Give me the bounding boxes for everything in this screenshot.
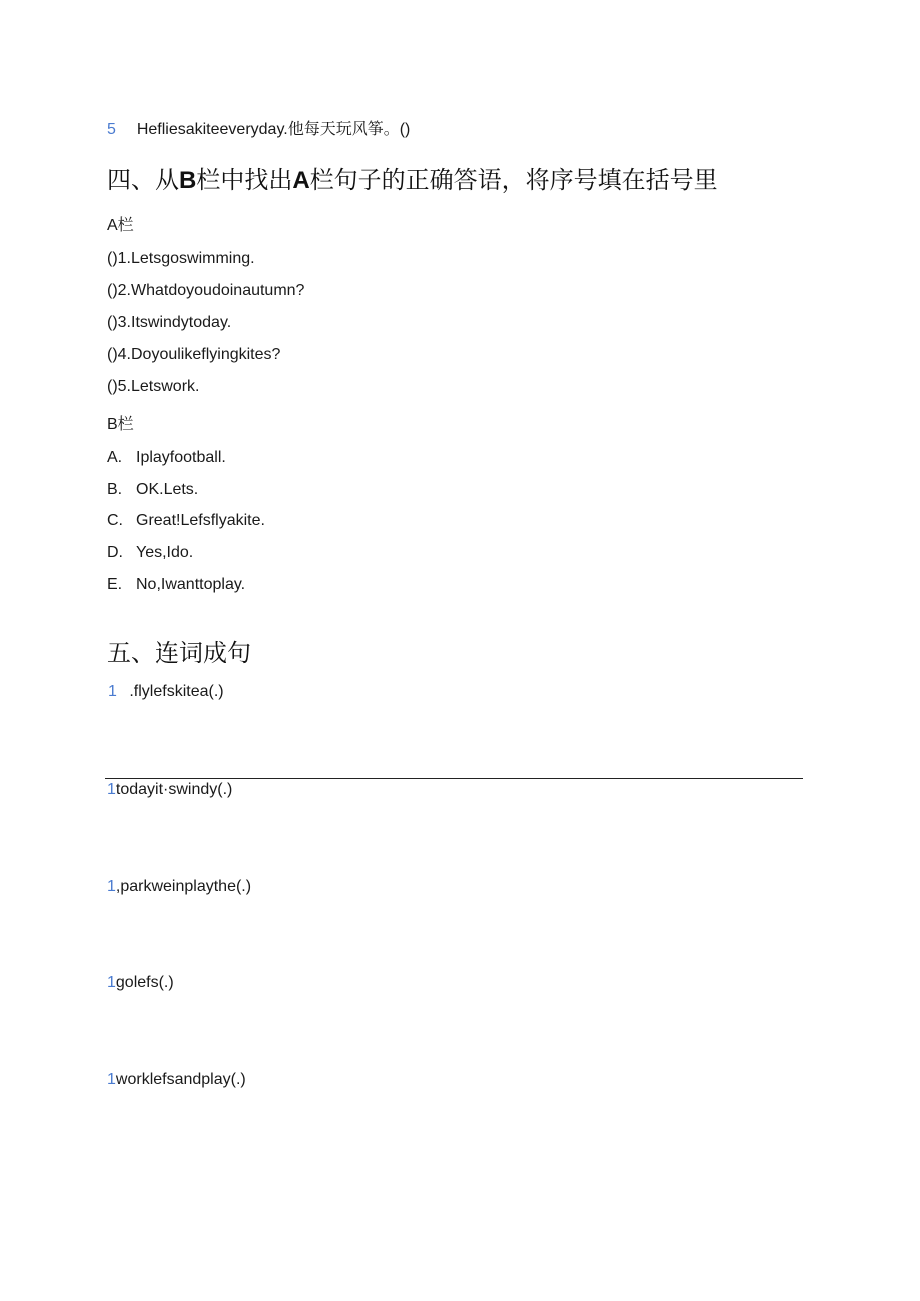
sentence-item-5 — [107, 1071, 246, 1089]
a-item-5: ()5.Letswork. — [107, 378, 200, 395]
item-number: 1 — [107, 974, 116, 991]
item-number: 1 — [108, 683, 117, 700]
sentence-item-3 — [107, 878, 251, 896]
item-number: 1 — [107, 1071, 116, 1088]
item-text: todayit·swindy(.) — [115, 781, 233, 798]
answer-line — [105, 778, 803, 779]
a-item-1: ()1.Letsgoswimming. — [107, 250, 255, 267]
a-column-label: A栏 — [107, 217, 134, 234]
b-item-b — [107, 481, 198, 499]
choice-letter: A. — [107, 449, 123, 466]
item-number: 1 — [107, 781, 116, 798]
choice-text: Iplayfootball. — [136, 449, 226, 466]
choice-letter: B. — [107, 481, 123, 498]
section-4-title-part-4: A — [292, 167, 310, 194]
sentence-item-1 — [108, 683, 224, 701]
b-item-e — [107, 576, 245, 594]
b-item-a — [107, 449, 226, 467]
a-item-4: ()4.Doyoulikeflyingkites? — [107, 346, 281, 363]
a-item-2: ()2.Whatdoyoudoinautumn? — [107, 282, 305, 299]
choice-letter: D. — [107, 544, 123, 561]
section-4-title-part-1: 四、从 — [107, 167, 179, 194]
section-4-title — [107, 160, 718, 195]
item-text: golefs(.) — [115, 974, 174, 991]
sentence-item-4 — [107, 974, 174, 992]
item-number: 1 — [107, 878, 116, 895]
b-column-label: B栏 — [107, 416, 134, 433]
section-4-title-part-2: B — [179, 167, 197, 194]
item-text: worklefsandplay(.) — [115, 1071, 246, 1088]
b-item-c — [107, 512, 265, 530]
section-5-title: 五、连词成句 — [107, 640, 251, 667]
section-4-title-part-5: 栏句子的正确答语，将序号填在括号里 — [309, 167, 718, 194]
item-text: .flylefskitea(.) — [124, 683, 224, 700]
choice-text: Great!Lefsflyakite. — [136, 512, 265, 529]
choice-text: Yes,Ido. — [136, 544, 194, 561]
section-4-title-part-3: 栏中找出 — [196, 167, 293, 194]
choice-text: No,Iwanttoplay. — [136, 576, 246, 593]
item-text: ,parkweinplaythe(.) — [115, 878, 252, 895]
choice-letter: C. — [107, 512, 123, 529]
question-number: 5 — [107, 121, 116, 138]
b-item-d — [107, 544, 193, 562]
choice-letter: E. — [107, 576, 123, 593]
choice-text: OK.Lets. — [136, 481, 199, 498]
question-text: Hefliesakiteeveryday.他每天玩风筝。() — [136, 121, 411, 138]
question-5 — [107, 116, 410, 139]
a-item-3: ()3.Itswindytoday. — [107, 314, 232, 331]
sentence-item-2 — [107, 781, 232, 799]
